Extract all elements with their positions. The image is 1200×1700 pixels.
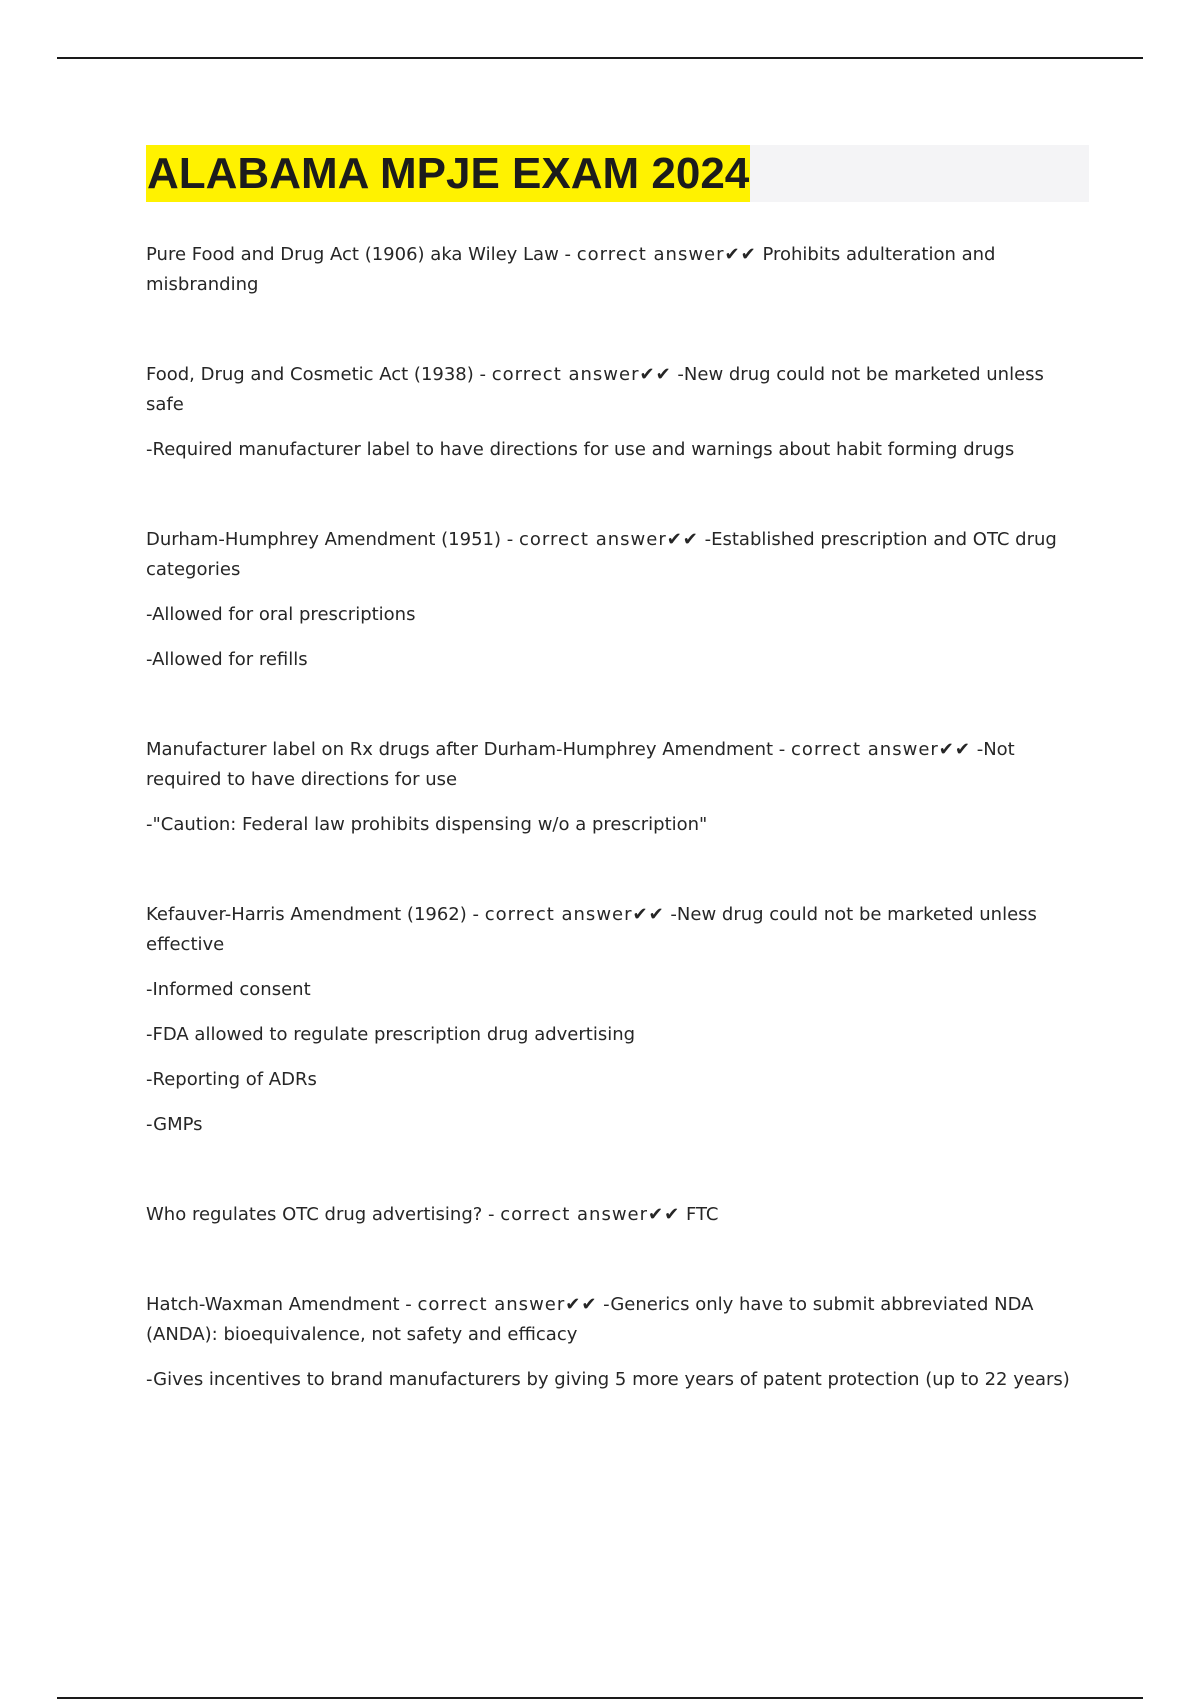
answer-text: -Not required to have directions for use <box>146 739 1015 790</box>
qa-item <box>146 900 1086 1140</box>
qa-item <box>146 240 1086 300</box>
answer-marker: correct answer✔✔ <box>484 904 665 925</box>
qa-item <box>146 1290 1086 1395</box>
answer-extra-line: -Reporting of ADRs <box>146 1069 317 1090</box>
question-text: Hatch-Waxman Amendment <box>146 1294 400 1315</box>
qa-item <box>146 360 1086 465</box>
answer-extra-line: -Gives incentives to brand manufacturers by giving 5 more years of patent protection (up to 22 years) <box>146 1369 1070 1390</box>
answer-extra-line: -Informed consent <box>146 979 311 1000</box>
question-text: Manufacturer label on Rx drugs after Durham-Humphrey Amendment <box>146 739 774 760</box>
qa-question-line: Durham-Humphrey Amendment (1951) - correct answer✔✔ -Established prescription and OTC drug categories <box>146 529 1057 580</box>
answer-marker: correct answer✔✔ <box>491 364 672 385</box>
answer-extra-line: -GMPs <box>146 1114 203 1135</box>
answer-text: -New drug could not be marketed unless effective <box>146 904 1037 955</box>
answer-marker: correct answer✔✔ <box>500 1204 681 1225</box>
answer-extra-line: -Required manufacturer label to have directions for use and warnings about habit forming drugs <box>146 439 1015 460</box>
qa-question-line: Manufacturer label on Rx drugs after Durham-Humphrey Amendment - correct answer✔✔ -Not required to have directions for use <box>146 739 1015 790</box>
answer-text: FTC <box>685 1204 719 1225</box>
answer-extra-line: -Allowed for refills <box>146 649 308 670</box>
question-text: Durham-Humphrey Amendment (1951) <box>146 529 501 550</box>
qa-question-line: Food, Drug and Cosmetic Act (1938) - correct answer✔✔ -New drug could not be marketed unless safe <box>146 364 1044 415</box>
answer-extra-line: -Allowed for oral prescriptions <box>146 604 416 625</box>
answer-extra-line: -"Caution: Federal law prohibits dispensing w/o a prescription" <box>146 814 708 835</box>
answer-marker: correct answer✔✔ <box>417 1294 598 1315</box>
answer-marker: correct answer✔✔ <box>518 529 699 550</box>
answer-extra-line: -FDA allowed to regulate prescription drug advertising <box>146 1024 636 1045</box>
question-text: Kefauver-Harris Amendment (1962) <box>146 904 467 925</box>
document-title: ALABAMA MPJE EXAM 2024 <box>146 145 750 202</box>
qa-item <box>146 1200 1086 1230</box>
qa-item <box>146 525 1086 675</box>
qa-item <box>146 735 1086 840</box>
qa-list <box>146 240 1086 1455</box>
header-rule <box>57 57 1143 59</box>
answer-text: Prohibits adulteration and misbranding <box>146 244 996 295</box>
question-text: Who regulates OTC drug advertising? <box>146 1204 483 1225</box>
question-text: Pure Food and Drug Act (1906) aka Wiley Law <box>146 244 559 265</box>
qa-question-line: Kefauver-Harris Amendment (1962) - correct answer✔✔ -New drug could not be marketed unless effective <box>146 904 1037 955</box>
answer-marker: correct answer✔✔ <box>791 739 971 760</box>
answer-marker: correct answer✔✔ <box>576 244 757 265</box>
qa-question-line: Hatch-Waxman Amendment - correct answer✔✔ -Generics only have to submit abbreviated NDA (ANDA): bioequivalence, not safety and efficacy <box>146 1294 1034 1345</box>
answer-text: -New drug could not be marketed unless safe <box>146 364 1044 415</box>
footer-rule <box>57 1697 1143 1699</box>
qa-question-line: Who regulates OTC drug advertising? - correct answer✔✔ FTC <box>146 1204 719 1225</box>
question-text: Food, Drug and Cosmetic Act (1938) <box>146 364 474 385</box>
qa-question-line: Pure Food and Drug Act (1906) aka Wiley Law - correct answer✔✔ Prohibits adulteration and misbranding <box>146 244 996 295</box>
answer-text: -Established prescription and OTC drug categories <box>146 529 1057 580</box>
answer-text: -Generics only have to submit abbreviated NDA (ANDA): bioequivalence, not safety and efficacy <box>146 1294 1034 1345</box>
